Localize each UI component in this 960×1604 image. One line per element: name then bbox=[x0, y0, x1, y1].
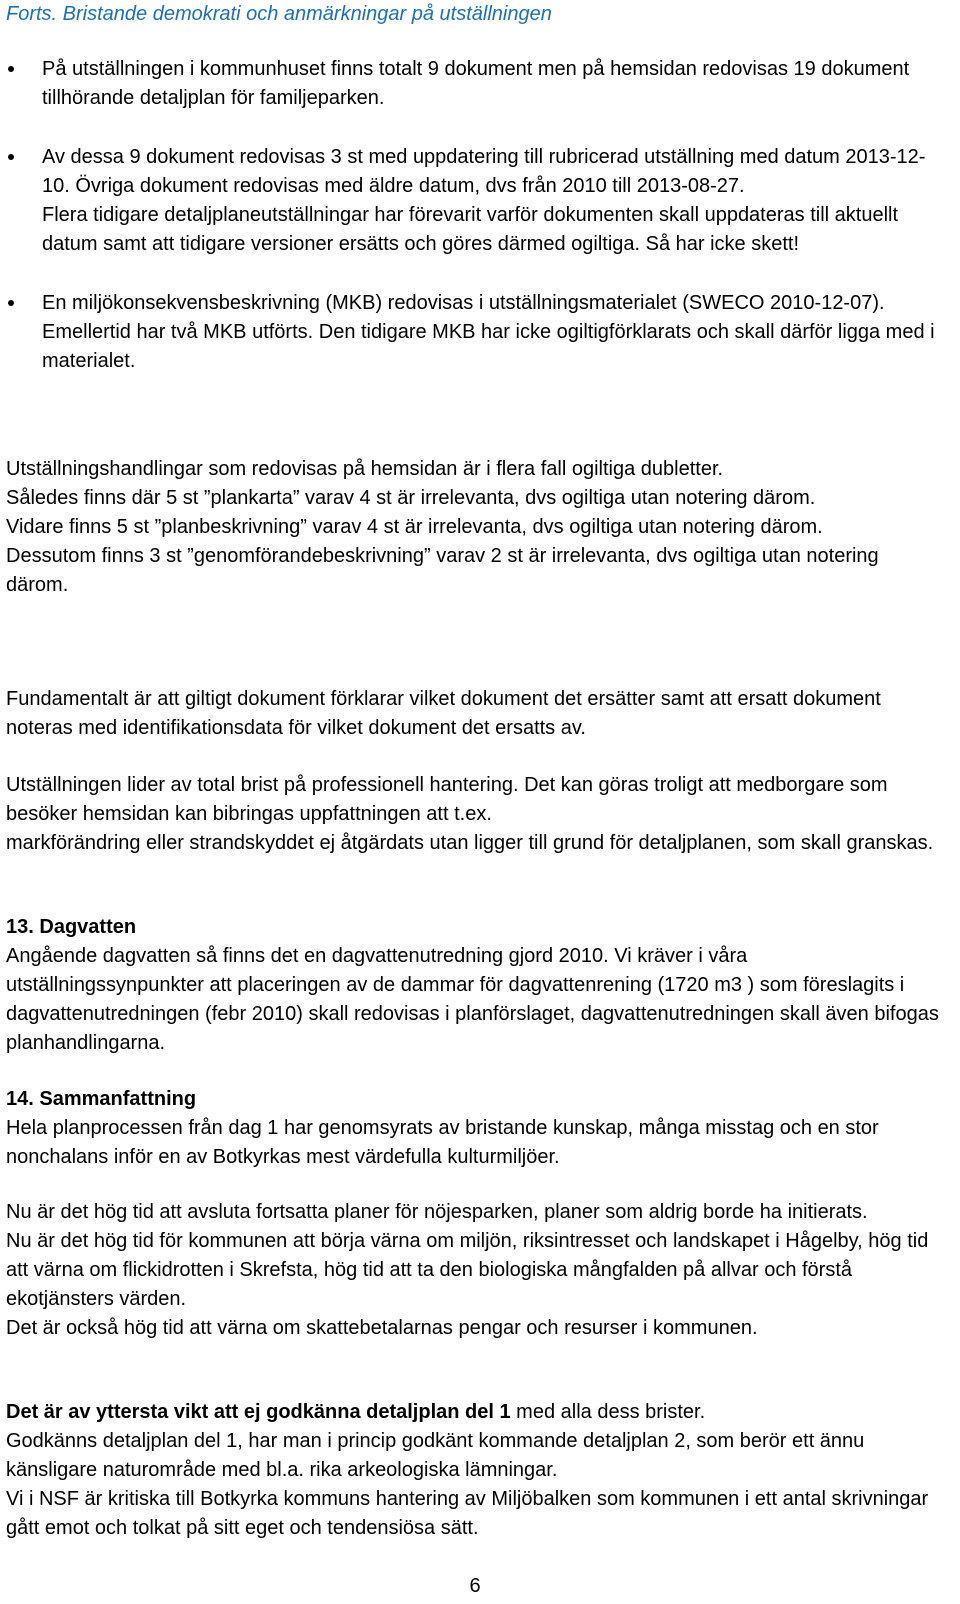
section-number: 14. bbox=[6, 1088, 34, 1110]
paragraph-line: Godkänns detaljplan del 1, har man i princip godkänt kommande detaljplan 2, som berör ett ännu känsligare naturområde med bl.a. rika arkeologiska lämningar. bbox=[6, 1430, 865, 1481]
paragraph-line: Utställningshandlingar som redovisas på hemsidan är i flera fall ogiltiga dubletter. bbox=[6, 458, 724, 480]
section-title: Sammanfattning bbox=[39, 1088, 197, 1110]
bullet-dot-icon bbox=[8, 300, 14, 306]
bullet-continuation bbox=[6, 201, 946, 259]
paragraph-lead bbox=[6, 1398, 946, 1427]
section-13 bbox=[6, 913, 946, 1058]
bullet-item bbox=[6, 289, 946, 376]
page-number: 6 bbox=[469, 1575, 481, 1597]
paragraph-line: Dessutom finns 3 st ”genomförandebeskrivning” varav 2 st är irrelevanta, dvs ogiltiga utan notering därom. bbox=[6, 545, 879, 596]
paragraph-fundamentalt bbox=[6, 685, 946, 743]
section-number: 13. bbox=[6, 916, 34, 938]
paragraph-line: markförändring eller strandskyddet ej åtgärdats utan ligger till grund för detaljplanen, som skall granskas. bbox=[6, 832, 934, 854]
paragraph-line: Således finns där 5 st ”plankarta” varav 4 st är irrelevanta, dvs ogiltiga utan notering därom. bbox=[6, 487, 816, 509]
section-text: Hela planprocessen från dag 1 har genomsyrats av bristande kunskap, många misstag och en stor nonchalans inför en av Botkyrkas mest värdefulla kulturmiljöer. bbox=[6, 1117, 879, 1168]
paragraph-text: Fundamentalt är att giltigt dokument förklarar vilket dokument det ersätter samt att ersatt dokument noteras med identifikationsdata för vilket dokument det ersatts av. bbox=[6, 688, 881, 739]
bullet-list bbox=[6, 55, 946, 376]
bold-lead: Det är av yttersta vikt att ej godkänna detaljplan del 1 bbox=[6, 1401, 511, 1423]
section-14 bbox=[6, 1085, 946, 1172]
paragraph-utstallningen bbox=[6, 771, 946, 858]
paragraph-nu bbox=[6, 1198, 946, 1343]
bullet-item bbox=[6, 143, 946, 201]
paragraph-handlingar bbox=[6, 455, 946, 600]
bullet-text: En miljökonsekvensbeskrivning (MKB) redovisas i utställningsmaterialet (SWECO 2010-12-07). Emellertid har två MKB utförts. Den tidigare MKB har icke ogiltigförklarats och skall därför ligga med i materialet. bbox=[42, 292, 935, 372]
paragraph-line: Vi i NSF är kritiska till Botkyrka kommuns hantering av Miljöbalken som kommunen i ett antal skrivningar gått emot och tolkat på sitt eget och tendensiösa sätt. bbox=[6, 1488, 929, 1539]
paragraph-line: Nu är det hög tid att avsluta fortsatta planer för nöjesparken, planer som aldrig borde ha initierats. bbox=[6, 1201, 868, 1223]
paragraph-line: Vidare finns 5 st ”planbeskrivning” varav 4 st är irrelevanta, dvs ogiltiga utan notering därom. bbox=[6, 516, 823, 538]
paragraph-line: Det är också hög tid att värna om skattebetalarnas pengar och resurser i kommunen. bbox=[6, 1317, 758, 1339]
bullet-text: På utställningen i kommunhuset finns totalt 9 dokument men på hemsidan redovisas 19 dokument tillhörande detaljplan för familjeparken. bbox=[42, 58, 910, 109]
continued-heading: Forts. Bristande demokrati och anmärkningar på utställningen bbox=[6, 3, 552, 25]
lead-rest: med alla dess brister. bbox=[510, 1401, 706, 1423]
paragraph-line: Nu är det hög tid för kommunen att börja värna om miljön, riksintresset och landskapet i Hågelby, hög tid att värna om flickidrotten i Skrefsta, hög tid att ta den biologiska mångfalden på allvar och förstå ekotjänsters värden. bbox=[6, 1230, 929, 1310]
section-text: Angående dagvatten så finns det en dagvattenutredning gjord 2010. Vi kräver i våra utställningssynpunkter att placeringen av de dammar för dagvattenrening (1720 m3 ) som föreslagits i dagvattenutredningen (febr 2010) skall redovisas i planförslaget, dagvattenutredningen skall även bifogas planhandlingarna. bbox=[6, 945, 939, 1054]
bullet-text: Flera tidigare detaljplaneutställningar har förevarit varför dokumenten skall uppdateras till aktuellt datum samt att tidigare versioner ersätts och göres därmed ogiltiga. Så har icke skett! bbox=[42, 204, 899, 255]
section-heading bbox=[6, 913, 946, 942]
section-heading bbox=[6, 1085, 946, 1114]
paragraph-line: Utställningen lider av total brist på professionell hantering. Det kan göras troligt att medborgare som besöker hemsidan kan bibringas uppfattningen att t.ex. bbox=[6, 774, 888, 825]
paragraph-final bbox=[6, 1398, 946, 1543]
bullet-dot-icon bbox=[8, 154, 14, 160]
bullet-item bbox=[6, 55, 946, 113]
section-title: Dagvatten bbox=[39, 916, 137, 938]
bullet-text: Av dessa 9 dokument redovisas 3 st med uppdatering till rubricerad utställning med datum 2013-12-10. Övriga dokument redovisas med äldre datum, dvs från 2010 till 2013-08-27. bbox=[42, 146, 926, 197]
bullet-dot-icon bbox=[8, 66, 14, 72]
